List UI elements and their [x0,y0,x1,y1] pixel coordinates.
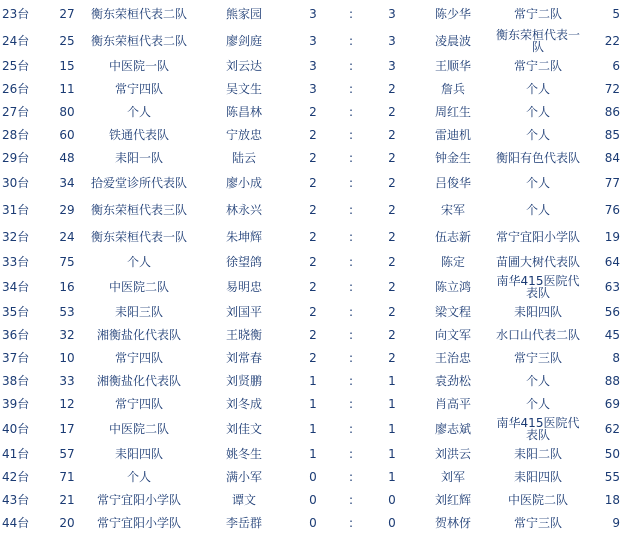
table-row [0,323,624,346]
player2-score-cell: 2 [388,229,396,244]
player1-team-cell: 中医院一队 [108,58,169,73]
player2-number-cell: 56 [604,304,620,319]
table-number-cell: 37台 [2,350,30,365]
player1-score-cell: 1 [309,373,317,388]
player2-score-cell: 1 [388,373,396,388]
score-separator-cell: : [348,150,354,165]
table-row [0,511,624,534]
player1-team-cell: 衡东荣桓代表二队 [90,33,187,48]
player2-name-cell: 梁文程 [434,304,471,319]
player2-name-cell: 伍志新 [434,229,471,244]
score-separator-cell: : [348,469,354,484]
table-number-cell: 35台 [2,304,30,319]
player2-name-cell: 陈少华 [434,6,471,21]
player2-score-cell: 2 [388,175,396,190]
player2-score-cell: 1 [388,446,396,461]
player2-score-cell: 2 [388,81,396,96]
player1-score-cell: 2 [309,350,317,365]
player2-name-cell: 贺林伢 [434,515,471,530]
player2-number-cell: 85 [604,127,620,142]
player2-number-cell: 76 [604,202,620,217]
player1-name-cell: 李岳群 [225,515,262,530]
player1-number-cell: 12 [59,396,75,411]
player1-name-cell: 朱坤辉 [225,229,262,244]
player1-score-cell: 2 [309,304,317,319]
table-number-cell: 39台 [2,396,30,411]
player2-team-cell: 常宁三队 [513,515,562,530]
player2-name-cell: 向文军 [434,327,471,342]
score-separator-cell: : [348,229,354,244]
score-separator-cell: : [348,396,354,411]
table-row [0,415,624,442]
player1-team-cell: 衡东荣桓代表二队 [90,6,187,21]
table-number-cell: 44台 [2,515,30,530]
player1-name-cell: 刘冬成 [225,396,262,411]
player1-name-cell: 熊家园 [225,6,262,21]
table-number-cell: 24台 [2,33,30,48]
player1-number-cell: 48 [59,150,75,165]
player2-number-cell: 63 [604,279,620,294]
player2-team-cell: 个人 [525,373,550,388]
player1-number-cell: 11 [59,81,75,96]
player1-score-cell: 0 [309,492,317,507]
player2-score-cell: 0 [388,515,396,530]
player1-team-cell: 常宁四队 [114,81,163,96]
player1-number-cell: 71 [59,469,75,484]
player1-team-cell: 湘衡盐化代表队 [96,373,181,388]
score-separator-cell: : [348,373,354,388]
player2-score-cell: 2 [388,202,396,217]
player2-name-cell: 陈定 [440,254,465,269]
player2-team-cell: 南华415医院代表队 [496,415,580,442]
score-separator-cell: : [348,127,354,142]
player2-score-cell: 2 [388,127,396,142]
table-row [0,123,624,146]
player2-name-cell: 肖高平 [434,396,471,411]
table-row [0,346,624,369]
player2-team-cell: 常宁宜阳小学队 [495,229,580,244]
player1-score-cell: 2 [309,327,317,342]
table-number-cell: 36台 [2,327,30,342]
player2-number-cell: 86 [604,104,620,119]
score-separator-cell: : [348,279,354,294]
player1-name-cell: 刘佳文 [225,421,262,436]
player2-number-cell: 84 [604,150,620,165]
player2-score-cell: 2 [388,350,396,365]
player2-name-cell: 王顺华 [434,58,471,73]
player1-score-cell: 1 [309,396,317,411]
player2-number-cell: 50 [604,446,620,461]
player1-number-cell: 10 [59,350,75,365]
player1-team-cell: 耒阳一队 [114,150,163,165]
score-separator-cell: : [348,104,354,119]
player1-team-cell: 拾爱堂诊所代表队 [90,175,187,190]
player1-number-cell: 29 [59,202,75,217]
player1-team-cell: 常宁宜阳小学队 [96,492,181,507]
player2-name-cell: 袁劲松 [434,373,471,388]
player2-score-cell: 2 [388,104,396,119]
player1-number-cell: 34 [59,175,75,190]
player2-score-cell: 1 [388,469,396,484]
player1-score-cell: 3 [309,6,317,21]
player1-number-cell: 75 [59,254,75,269]
player1-name-cell: 徐望鸽 [225,254,262,269]
player1-score-cell: 1 [309,421,317,436]
player2-number-cell: 55 [604,469,620,484]
player2-score-cell: 2 [388,254,396,269]
player1-team-cell: 中医院二队 [108,421,169,436]
table-row [0,146,624,169]
player2-score-cell: 2 [388,150,396,165]
player1-number-cell: 32 [59,327,75,342]
player1-team-cell: 常宁宜阳小学队 [96,515,181,530]
player1-name-cell: 姚冬生 [225,446,262,461]
player2-team-cell: 常宁三队 [513,350,562,365]
player2-team-cell: 个人 [525,104,550,119]
player2-name-cell: 周红生 [434,104,471,119]
player2-score-cell: 1 [388,396,396,411]
score-separator-cell: : [348,81,354,96]
table-number-cell: 41台 [2,446,30,461]
player1-score-cell: 2 [309,279,317,294]
player1-number-cell: 15 [59,58,75,73]
player1-number-cell: 80 [59,104,75,119]
score-separator-cell: : [348,446,354,461]
score-separator-cell: : [348,327,354,342]
table-row [0,300,624,323]
player1-team-cell: 铁通代表队 [108,127,169,142]
score-separator-cell: : [348,515,354,530]
player2-team-cell: 个人 [525,396,550,411]
player1-number-cell: 21 [59,492,75,507]
player2-number-cell: 22 [604,33,620,48]
player1-score-cell: 0 [309,469,317,484]
player1-team-cell: 个人 [126,469,151,484]
table-row [0,392,624,415]
player2-team-cell: 常宁二队 [513,6,562,21]
player1-number-cell: 16 [59,279,75,294]
player1-score-cell: 2 [309,104,317,119]
player1-number-cell: 17 [59,421,75,436]
score-separator-cell: : [348,58,354,73]
player2-name-cell: 詹兵 [440,81,465,96]
table-row [0,369,624,392]
table-number-cell: 33台 [2,254,30,269]
player2-score-cell: 3 [388,33,396,48]
player2-number-cell: 18 [604,492,620,507]
table-number-cell: 34台 [2,279,30,294]
player2-number-cell: 45 [604,327,620,342]
player1-score-cell: 1 [309,446,317,461]
player2-team-cell: 常宁二队 [513,58,562,73]
player1-team-cell: 衡东荣桓代表三队 [90,202,187,217]
player1-name-cell: 廖小成 [225,175,262,190]
player1-score-cell: 0 [309,515,317,530]
player1-score-cell: 2 [309,254,317,269]
player1-name-cell: 易明忠 [225,279,262,294]
table-row [0,0,624,27]
player2-number-cell: 72 [604,81,620,96]
player2-number-cell: 6 [612,58,620,73]
table-number-cell: 30台 [2,175,30,190]
table-number-cell: 27台 [2,104,30,119]
player2-number-cell: 5 [612,6,620,21]
player2-number-cell: 62 [604,421,620,436]
player2-team-cell: 中医院二队 [507,492,568,507]
player2-team-cell: 衡阳有色代表队 [495,150,580,165]
table-row [0,488,624,511]
player1-score-cell: 2 [309,150,317,165]
player2-name-cell: 宋军 [440,202,465,217]
player1-name-cell: 刘云达 [225,58,262,73]
player1-number-cell: 57 [59,446,75,461]
player2-name-cell: 刘军 [440,469,465,484]
player1-team-cell: 个人 [126,104,151,119]
score-separator-cell: : [348,304,354,319]
player1-score-cell: 2 [309,229,317,244]
player2-team-cell: 耒阳四队 [513,304,562,319]
score-separator-cell: : [348,175,354,190]
table-number-cell: 43台 [2,492,30,507]
player2-team-cell: 个人 [525,175,550,190]
player1-team-cell: 湘衡盐化代表队 [96,327,181,342]
player2-number-cell: 9 [612,515,620,530]
player1-number-cell: 24 [59,229,75,244]
player2-team-cell: 个人 [525,202,550,217]
player1-number-cell: 53 [59,304,75,319]
player1-name-cell: 刘常春 [225,350,262,365]
player1-score-cell: 3 [309,58,317,73]
player1-number-cell: 33 [59,373,75,388]
player2-team-cell: 耒阳二队 [513,446,562,461]
table-number-cell: 42台 [2,469,30,484]
score-separator-cell: : [348,33,354,48]
player2-team-cell: 个人 [525,81,550,96]
player1-team-cell: 耒阳三队 [114,304,163,319]
player2-team-cell: 个人 [525,127,550,142]
player1-team-cell: 常宁四队 [114,396,163,411]
player1-name-cell: 刘国平 [225,304,262,319]
player2-score-cell: 1 [388,421,396,436]
player2-score-cell: 3 [388,58,396,73]
player2-score-cell: 2 [388,304,396,319]
table-row [0,54,624,77]
table-number-cell: 38台 [2,373,30,388]
player2-score-cell: 0 [388,492,396,507]
table-row [0,465,624,488]
player2-name-cell: 刘洪云 [434,446,471,461]
table-number-cell: 23台 [2,6,30,21]
player1-name-cell: 陈昌林 [225,104,262,119]
table-row [0,77,624,100]
player2-number-cell: 77 [604,175,620,190]
table-number-cell: 40台 [2,421,30,436]
player2-name-cell: 陈立鸿 [434,279,471,294]
table-row [0,196,624,223]
player1-team-cell: 个人 [126,254,151,269]
player1-score-cell: 2 [309,202,317,217]
player1-name-cell: 陆云 [231,150,256,165]
player2-team-cell: 南华415医院代表队 [496,273,580,300]
table-row [0,273,624,300]
table-number-cell: 29台 [2,150,30,165]
player1-name-cell: 谭文 [231,492,256,507]
table-row [0,100,624,123]
player2-team-cell: 水口山代表二队 [495,327,580,342]
table-row [0,250,624,273]
player2-name-cell: 凌晨波 [434,33,471,48]
table-row [0,442,624,465]
player1-team-cell: 常宁四队 [114,350,163,365]
player1-number-cell: 20 [59,515,75,530]
player2-number-cell: 8 [612,350,620,365]
score-separator-cell: : [348,350,354,365]
player1-team-cell: 衡东荣桓代表一队 [90,229,187,244]
player2-score-cell: 3 [388,6,396,21]
player1-score-cell: 3 [309,33,317,48]
player1-name-cell: 廖剑庭 [225,33,262,48]
player2-team-cell: 耒阳四队 [513,469,562,484]
table-row [0,27,624,54]
player1-score-cell: 2 [309,175,317,190]
table-number-cell: 26台 [2,81,30,96]
score-separator-cell: : [348,492,354,507]
score-separator-cell: : [348,421,354,436]
player2-number-cell: 88 [604,373,620,388]
player2-team-cell: 衡东荣桓代表一队 [495,27,580,54]
table-number-cell: 31台 [2,202,30,217]
table-number-cell: 25台 [2,58,30,73]
player1-score-cell: 3 [309,81,317,96]
player1-number-cell: 25 [59,33,75,48]
player2-score-cell: 2 [388,279,396,294]
player1-name-cell: 宁放忠 [225,127,262,142]
table-number-cell: 32台 [2,229,30,244]
score-separator-cell: : [348,254,354,269]
score-separator-cell: : [348,6,354,21]
score-separator-cell: : [348,202,354,217]
player2-score-cell: 2 [388,327,396,342]
player2-name-cell: 王治忠 [434,350,471,365]
table-row [0,169,624,196]
player2-name-cell: 廖志斌 [434,421,471,436]
player1-name-cell: 刘贤鹏 [225,373,262,388]
player2-name-cell: 吕俊华 [434,175,471,190]
player1-number-cell: 60 [59,127,75,142]
player2-number-cell: 64 [604,254,620,269]
player2-name-cell: 钟金生 [434,150,471,165]
player1-name-cell: 吴文生 [225,81,262,96]
player2-name-cell: 刘红辉 [434,492,471,507]
table-number-cell: 28台 [2,127,30,142]
player2-number-cell: 69 [604,396,620,411]
player1-number-cell: 27 [59,6,75,21]
player1-team-cell: 中医院二队 [108,279,169,294]
table-row [0,223,624,250]
player1-name-cell: 林永兴 [225,202,262,217]
player2-team-cell: 苗圃大树代表队 [495,254,580,269]
player1-team-cell: 耒阳四队 [114,446,163,461]
player1-score-cell: 2 [309,127,317,142]
player1-name-cell: 王晓衡 [225,327,262,342]
player2-name-cell: 雷迪机 [434,127,471,142]
player1-name-cell: 满小军 [225,469,262,484]
player2-number-cell: 19 [604,229,620,244]
